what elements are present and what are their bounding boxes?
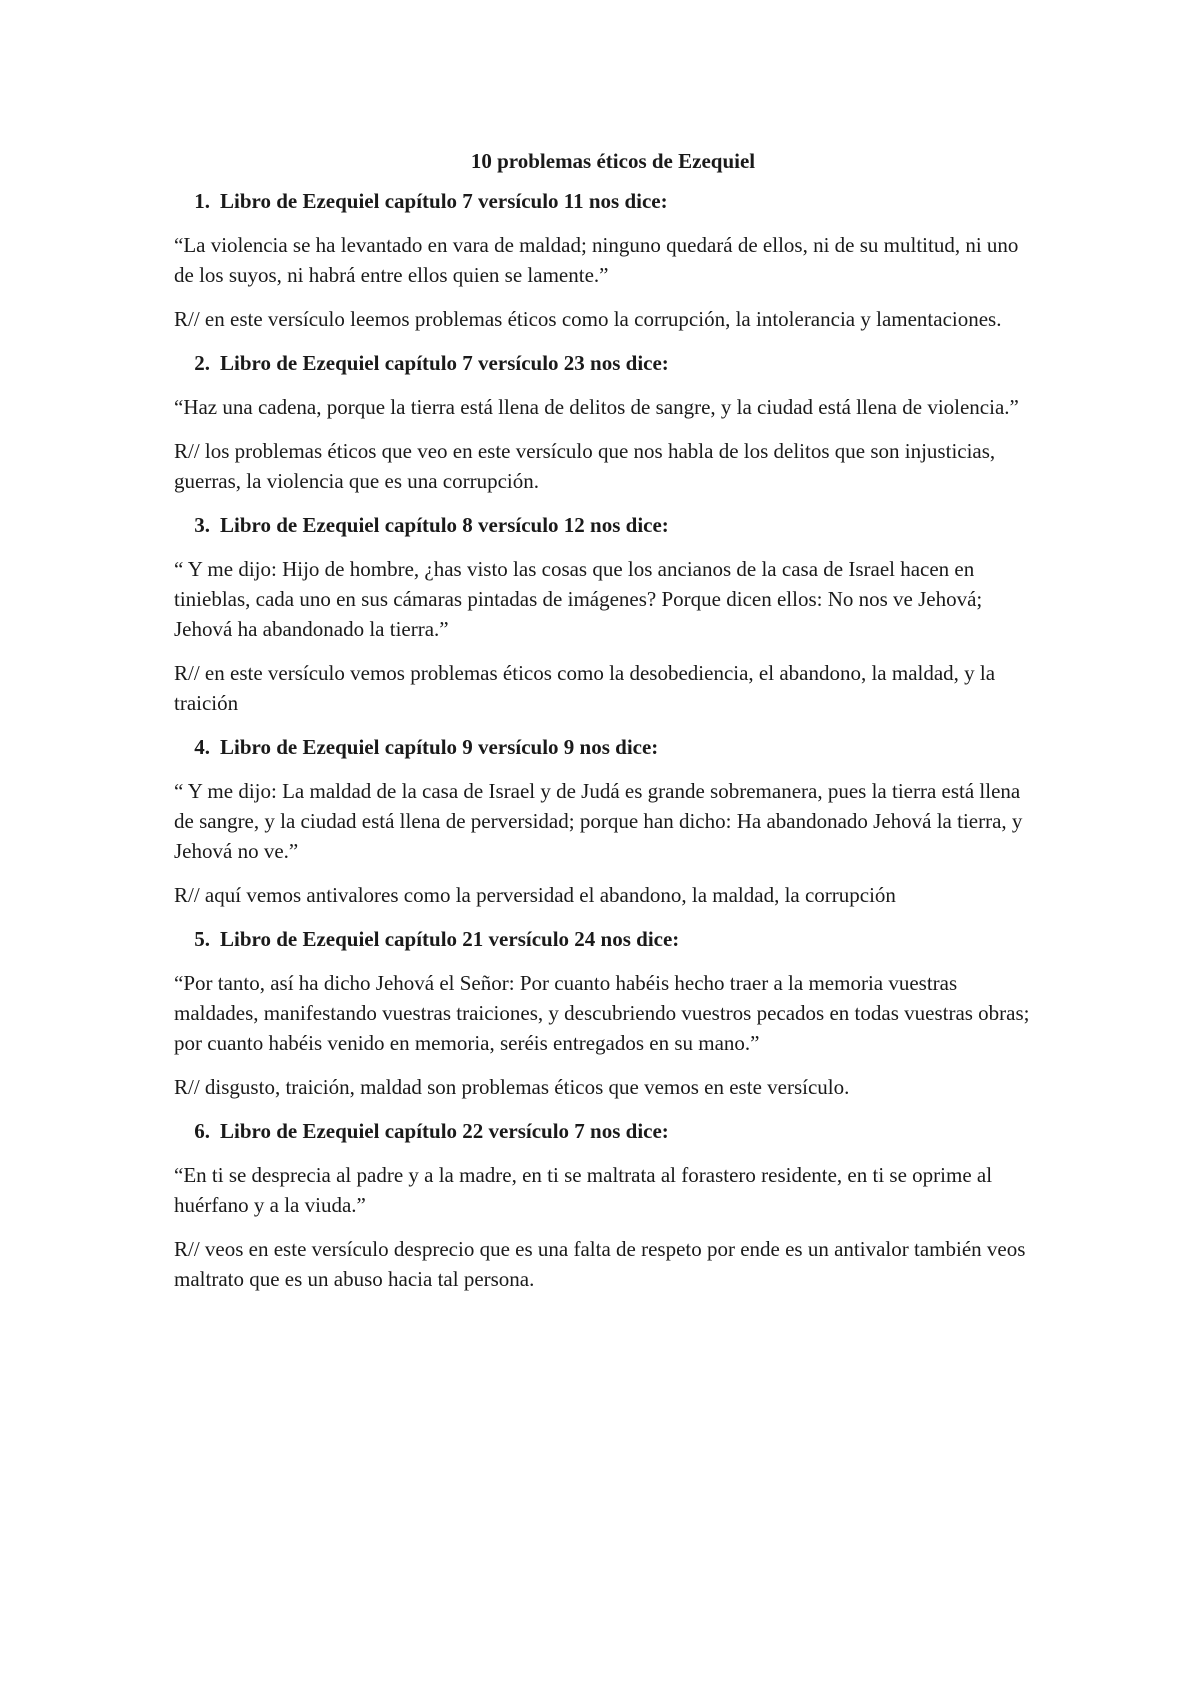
response-paragraph: R// los problemas éticos que veo en este versículo que nos habla de los delitos que son injusticias, guerras, la violencia que es una corrupción. — [174, 439, 996, 493]
bible-quote: “En ti se desprecia al padre y a la madre, en ti se maltrata al forastero residente, en ti se oprime al huérfano y a la viuda.” — [174, 1163, 993, 1217]
item-heading-text: Libro de Ezequiel capítulo 7 versículo 11 nos dice: — [220, 189, 668, 213]
item-heading-text: Libro de Ezequiel capítulo 21 versículo 24 nos dice: — [220, 927, 680, 951]
item-heading — [174, 732, 1034, 762]
response-paragraph: R// en este versículo vemos problemas éticos como la desobediencia, el abandono, la maldad, y la traición — [174, 661, 996, 715]
item-heading-text: Libro de Ezequiel capítulo 8 versículo 12 nos dice: — [220, 513, 669, 537]
item-heading-text: Libro de Ezequiel capítulo 9 versículo 9 nos dice: — [220, 735, 659, 759]
item-3 — [174, 510, 1034, 718]
document-title: 10 problemas éticos de Ezequiel — [470, 149, 756, 173]
response-paragraph: R// disgusto, traición, maldad son problemas éticos que vemos en este versículo. — [174, 1075, 850, 1099]
item-6 — [174, 1116, 1034, 1294]
item-heading — [174, 1116, 1034, 1146]
item-heading-text: Libro de Ezequiel capítulo 7 versículo 23 nos dice: — [220, 351, 669, 375]
item-number: 4. — [194, 735, 210, 759]
item-heading — [174, 348, 1034, 378]
response-paragraph: R// veos en este versículo desprecio que es una falta de respeto por ende es un antivalor también veos maltrato que es un abuso hacia tal persona. — [174, 1237, 1026, 1291]
bible-quote: “La violencia se ha levantado en vara de maldad; ninguno quedará de ellos, ni de su multitud, ni uno de los suyos, ni habrá entre ellos quien se lamente.” — [174, 233, 1019, 287]
response-paragraph: R// en este versículo leemos problemas éticos como la corrupción, la intolerancia y lamentaciones. — [174, 307, 1002, 331]
item-number: 3. — [194, 513, 210, 537]
document-body — [174, 140, 1034, 1308]
item-heading — [174, 924, 1034, 954]
item-number: 1. — [194, 189, 210, 213]
bible-quote: “Haz una cadena, porque la tierra está llena de delitos de sangre, y la ciudad está llena de violencia.” — [174, 395, 1019, 419]
item-2 — [174, 348, 1034, 496]
bible-quote: “ Y me dijo: Hijo de hombre, ¿has visto las cosas que los ancianos de la casa de Israel hacen en tinieblas, cada uno en sus cámaras pintadas de imágenes? Porque dicen ellos: No nos ve Jehová; Jehová ha abandonado la tierra.” — [174, 557, 983, 641]
item-number: 5. — [194, 927, 210, 951]
response-paragraph: R// aquí vemos antivalores como la perversidad el abandono, la maldad, la corrupción — [174, 883, 896, 907]
item-4 — [174, 732, 1034, 910]
item-1 — [174, 186, 1034, 334]
item-number: 2. — [194, 351, 210, 375]
item-heading — [174, 510, 1034, 540]
item-5 — [174, 924, 1034, 1102]
item-heading-text: Libro de Ezequiel capítulo 22 versículo 7 nos dice: — [220, 1119, 669, 1143]
bible-quote: “Por tanto, así ha dicho Jehová el Señor: Por cuanto habéis hecho traer a la memoria vuestras maldades, manifestando vuestras traiciones, y descubriendo vuestros pecados en todas vuestras obras; por cuanto habéis venido en memoria, seréis entregados en su mano.” — [174, 971, 1030, 1055]
item-heading — [174, 186, 1034, 216]
bible-quote: “ Y me dijo: La maldad de la casa de Israel y de Judá es grande sobremanera, pues la tierra está llena de sangre, y la ciudad está llena de perversidad; porque han dicho: Ha abandonado Jehová la tierra, y Jehová no ve.” — [174, 779, 1023, 863]
item-number: 6. — [194, 1119, 210, 1143]
